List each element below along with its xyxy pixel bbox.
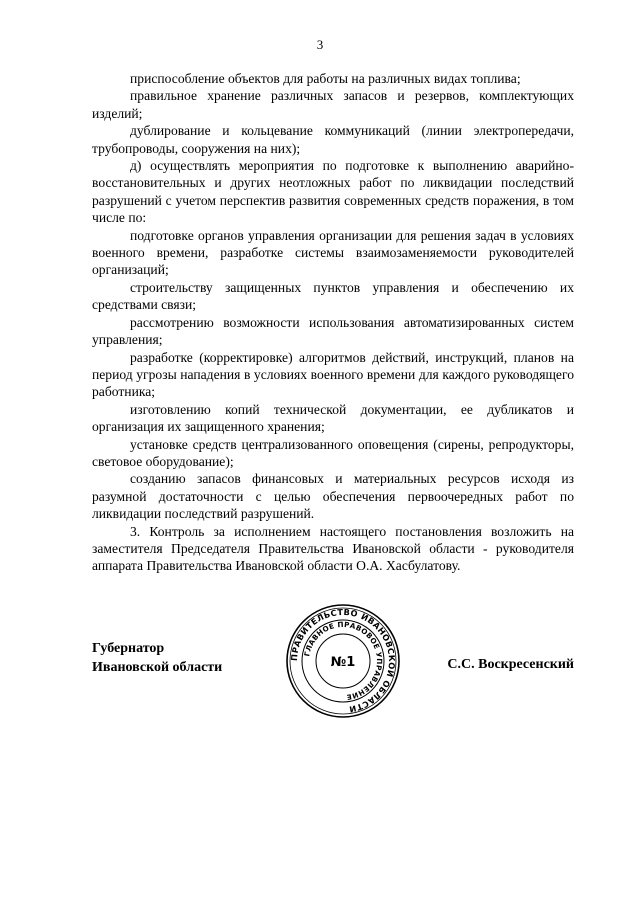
signatory-title-line1: Губернатор (92, 641, 165, 656)
signatory-title-line2: Ивановской области (92, 660, 223, 675)
stamp-outer-textpath: ПРАВИТЕЛЬСТВО ИВАНОВСКОЙ ОБЛАСТИ (288, 606, 398, 715)
paragraph-11: созданию запасов финансовых и материальных ресурсов исходя из разумной достаточности с целью обеспечения первоочередных работ по ликвидации последствий разрушений. (92, 471, 574, 522)
page-number: 3 (316, 37, 324, 52)
stamp-inner-textpath: ГЛАВНОЕ ПРАВОВОЕ УПРАВЛЕНИЕ (302, 619, 385, 702)
closing-paragraph: 3. Контроль за исполнением настоящего постановления возложить на заместителя Председателя Правительства Ивановской области - руководителя аппарата Правительства Ивановской области О.А. Хасбулатову. (92, 523, 574, 574)
paragraph-8: разработке (корректировке) алгоритмов действий, инструкций, планов на период угрозы нападения в условиях военного времени для каждого руководящего работника; (92, 349, 574, 400)
paragraph-1: приспособление объектов для работы на различных видах топлива; (130, 71, 521, 86)
signatory-title (92, 639, 222, 677)
paragraph-6: строительству защищенных пунктов управления и обеспечению их средствами связи; (92, 279, 574, 313)
paragraph-3: дублирование и кольцевание коммуникаций (линии электропередачи, трубопроводы, сооружения на них); (92, 123, 574, 156)
paragraph-10: установке средств централизованного оповещения (сирены, репродукторы, световое оборудование); (92, 436, 574, 469)
official-stamp (285, 603, 401, 719)
paragraph-5: подготовке органов управления организации для решения задач в условиях военного времени, разработке системы взаимозаменяемости руководителей организаций; (92, 227, 574, 278)
signatory-name: С.С. Воскресенский (447, 657, 574, 672)
document-body (92, 70, 574, 575)
paragraph-2: правильное хранение различных запасов и резервов, комплектующих изделий; (92, 88, 574, 121)
paragraph-9: изготовлению копий технической документации, ее дубликатов и организация их защищенного хранения; (92, 401, 574, 435)
paragraph-7: рассмотрению возможности использования автоматизированных систем управления; (92, 314, 574, 348)
paragraph-4: д) осуществлять мероприятия по подготовке к выполнению аварийно-восстановительных и других неотложных работ по ликвидации последствий разрушений с учетом перспектив развития современных средств поражения, в том числе по: (92, 158, 574, 226)
stamp-center-text: №1 (330, 655, 356, 670)
